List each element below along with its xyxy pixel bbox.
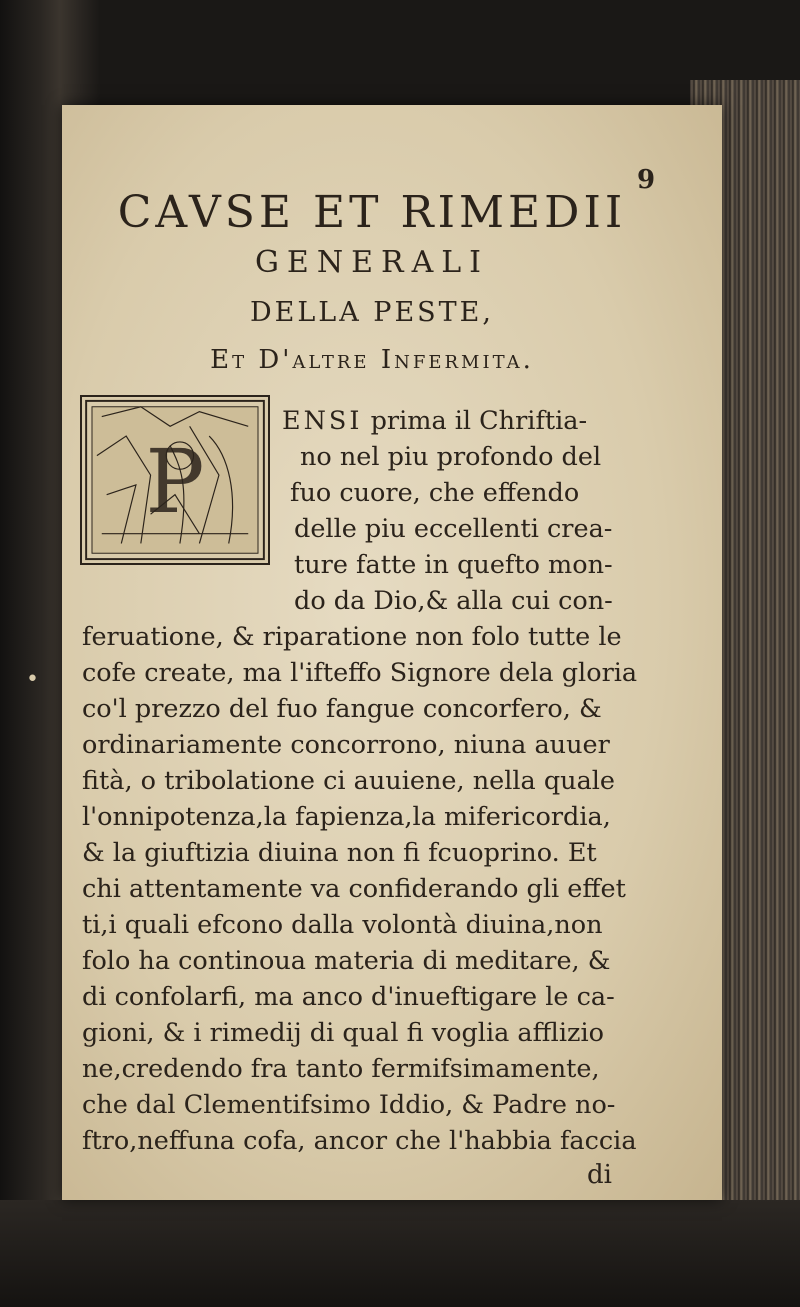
title-line-3: DELLA PESTE, (250, 297, 494, 328)
catchword: di (587, 1160, 612, 1190)
first-word-rest: ENSI (282, 406, 363, 436)
body-line: ftro,neffuna cofa, ancor che l'habbia faccia (82, 1126, 637, 1156)
body-line: ture fatte in quefto mon- (294, 550, 613, 580)
body-line: no nel piu profondo del (300, 442, 602, 472)
book-bottom-edge (0, 1200, 800, 1307)
body-line: gioni, & i rimedij di qual fi voglia afflizio (82, 1018, 604, 1048)
body-line: folo ha continoua materia di meditare, & (82, 946, 611, 976)
body-line: fità, o tribolatione ci auuiene, nella quale (82, 766, 616, 796)
book-page (62, 105, 722, 1200)
title-line-1: CAVSE ET RIMEDII (117, 187, 627, 238)
body-line: delle piu eccellenti crea- (294, 514, 613, 544)
body-line: co'l prezzo del fuo fangue concorfero, & (82, 694, 602, 724)
body-line: cofe create, ma l'ifteffo Signore dela gloria (82, 658, 638, 688)
body-line: chi attentamente va confiderando gli effet (82, 874, 626, 904)
body-line: ordinariamente concorrono, niuna auuer (82, 730, 610, 760)
body-line: & la giuftizia diuina non fi fcuoprino. Et (82, 838, 597, 868)
body-line: prima il Chriftia- (370, 406, 588, 436)
body-line: ti,i quali efcono dalla volontà diuina,non (82, 910, 603, 940)
body-line: do da Dio,& alla cui con- (294, 586, 613, 616)
decorated-initial (80, 395, 270, 565)
page-number: 9 (637, 165, 656, 195)
body-line: l'onnipotenza,la fapienza,la mifericordia, (82, 802, 611, 832)
margin-mark: • (26, 667, 39, 692)
text-line-0 (282, 405, 587, 437)
body-line: fuo cuore, che effendo (290, 478, 580, 508)
decorated-initial-illustration (82, 397, 268, 563)
body-line: che dal Clementifsimo Iddio, & Padre no- (82, 1090, 616, 1120)
body-line: feruatione, & riparatione non folo tutte le (82, 622, 622, 652)
body-line: di confolarfi, ma anco d'inueftigare le ca- (82, 982, 615, 1012)
body-line: ne,credendo fra tanto fermifsimamente, (82, 1054, 600, 1084)
initial-letter: P (145, 430, 205, 534)
title-line-2: GENERALI (254, 245, 490, 280)
title-line-4: Et D'altre Infermita. (210, 345, 534, 375)
